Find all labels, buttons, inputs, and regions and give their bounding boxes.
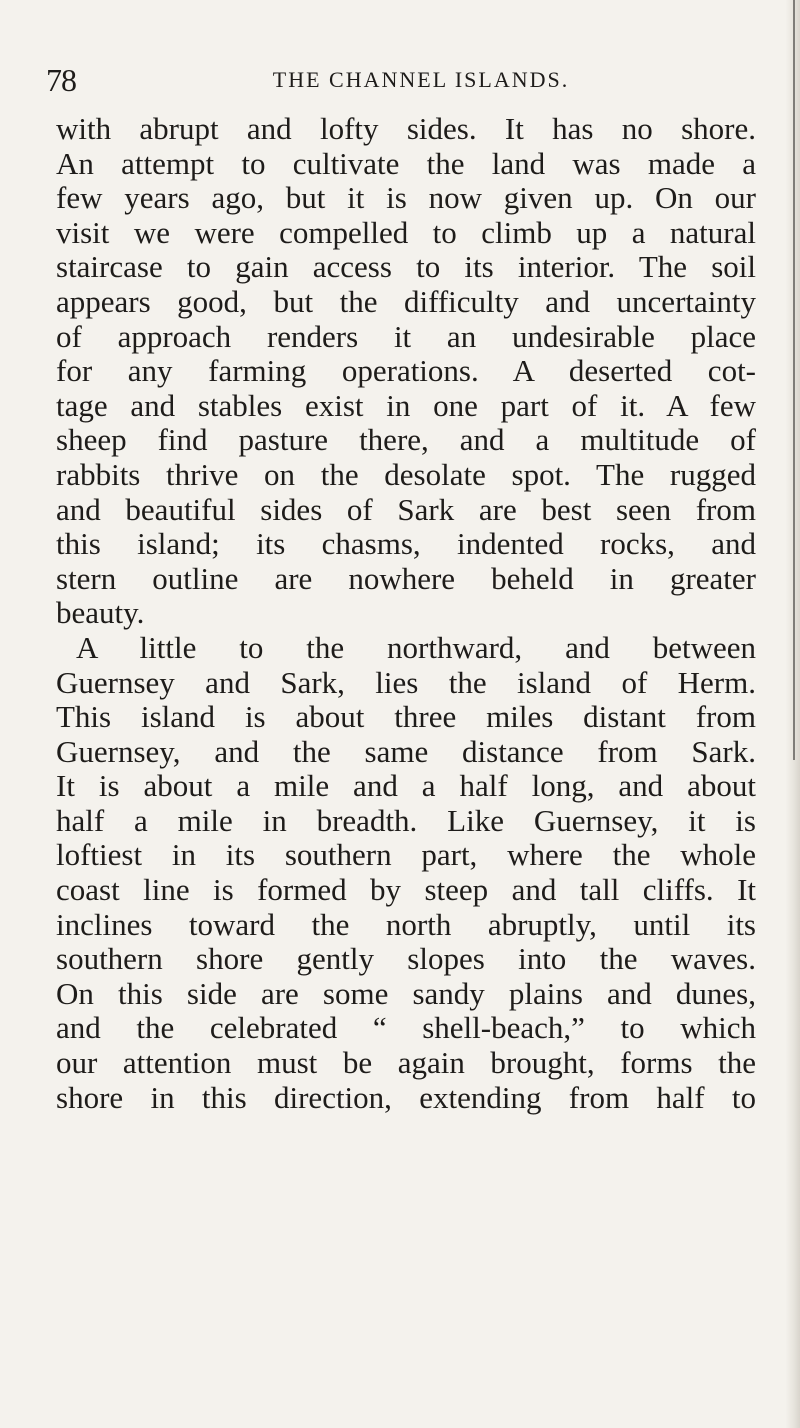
text-line: This island is about three miles distant from bbox=[56, 699, 756, 735]
text-line: tage and stables exist in one part of it. A few bbox=[56, 387, 756, 423]
text-line: our attention must be again brought, forms the bbox=[56, 1045, 756, 1081]
text-line: with abrupt and lofty sides. It has no shore. bbox=[56, 111, 756, 146]
text-line: for any farming operations. A deserted cot- bbox=[56, 353, 756, 389]
text-line: inclines toward the north abruptly, until its bbox=[56, 906, 756, 942]
text-line: It is about a mile and a half long, and about bbox=[56, 768, 756, 804]
text-line: stern outline are nowhere beheld in greater bbox=[56, 560, 756, 596]
running-head bbox=[46, 60, 756, 100]
page-edge-shadow bbox=[786, 0, 800, 1428]
text-line: rabbits thrive on the desolate spot. The rugged bbox=[56, 456, 756, 492]
text-line: Guernsey, and the same distance from Sark. bbox=[56, 733, 756, 769]
text-line: staircase to gain access to its interior. The soil bbox=[56, 249, 756, 285]
text-line: Guernsey and Sark, lies the island of Herm. bbox=[56, 664, 756, 700]
running-title: THE CHANNEL ISLANDS. bbox=[272, 67, 570, 92]
text-line: appears good, but the difficulty and uncertainty bbox=[56, 283, 756, 319]
text-line: and beautiful sides of Sark are best seen from bbox=[56, 491, 756, 527]
paragraph-start-line: A little to the northward, and between bbox=[76, 629, 756, 665]
text-line: An attempt to cultivate the land was made a bbox=[56, 145, 756, 181]
text-line: southern shore gently slopes into the waves. bbox=[56, 941, 756, 977]
text-line: On this side are some sandy plains and dunes, bbox=[56, 975, 756, 1011]
text-line: shore in this direction, extending from half to bbox=[56, 1079, 756, 1115]
text-line: beauty. bbox=[56, 595, 145, 631]
body-text bbox=[56, 112, 756, 1115]
text-line: sheep find pasture there, and a multitude of bbox=[56, 422, 756, 458]
page-number: 78 bbox=[46, 62, 76, 98]
text-line: of approach renders it an undesirable place bbox=[56, 318, 756, 354]
text-line: loftiest in its southern part, where the whole bbox=[56, 837, 756, 873]
text-line: visit we were compelled to climb up a natural bbox=[56, 214, 756, 250]
text-line: coast line is formed by steep and tall cliffs. It bbox=[56, 872, 756, 908]
text-line: and the celebrated “ shell-beach,” to which bbox=[56, 1010, 756, 1046]
text-line: few years ago, but it is now given up. On our bbox=[56, 180, 756, 216]
text-line: half a mile in breadth. Like Guernsey, it is bbox=[56, 802, 756, 838]
text-line: this island; its chasms, indented rocks, and bbox=[56, 526, 756, 562]
